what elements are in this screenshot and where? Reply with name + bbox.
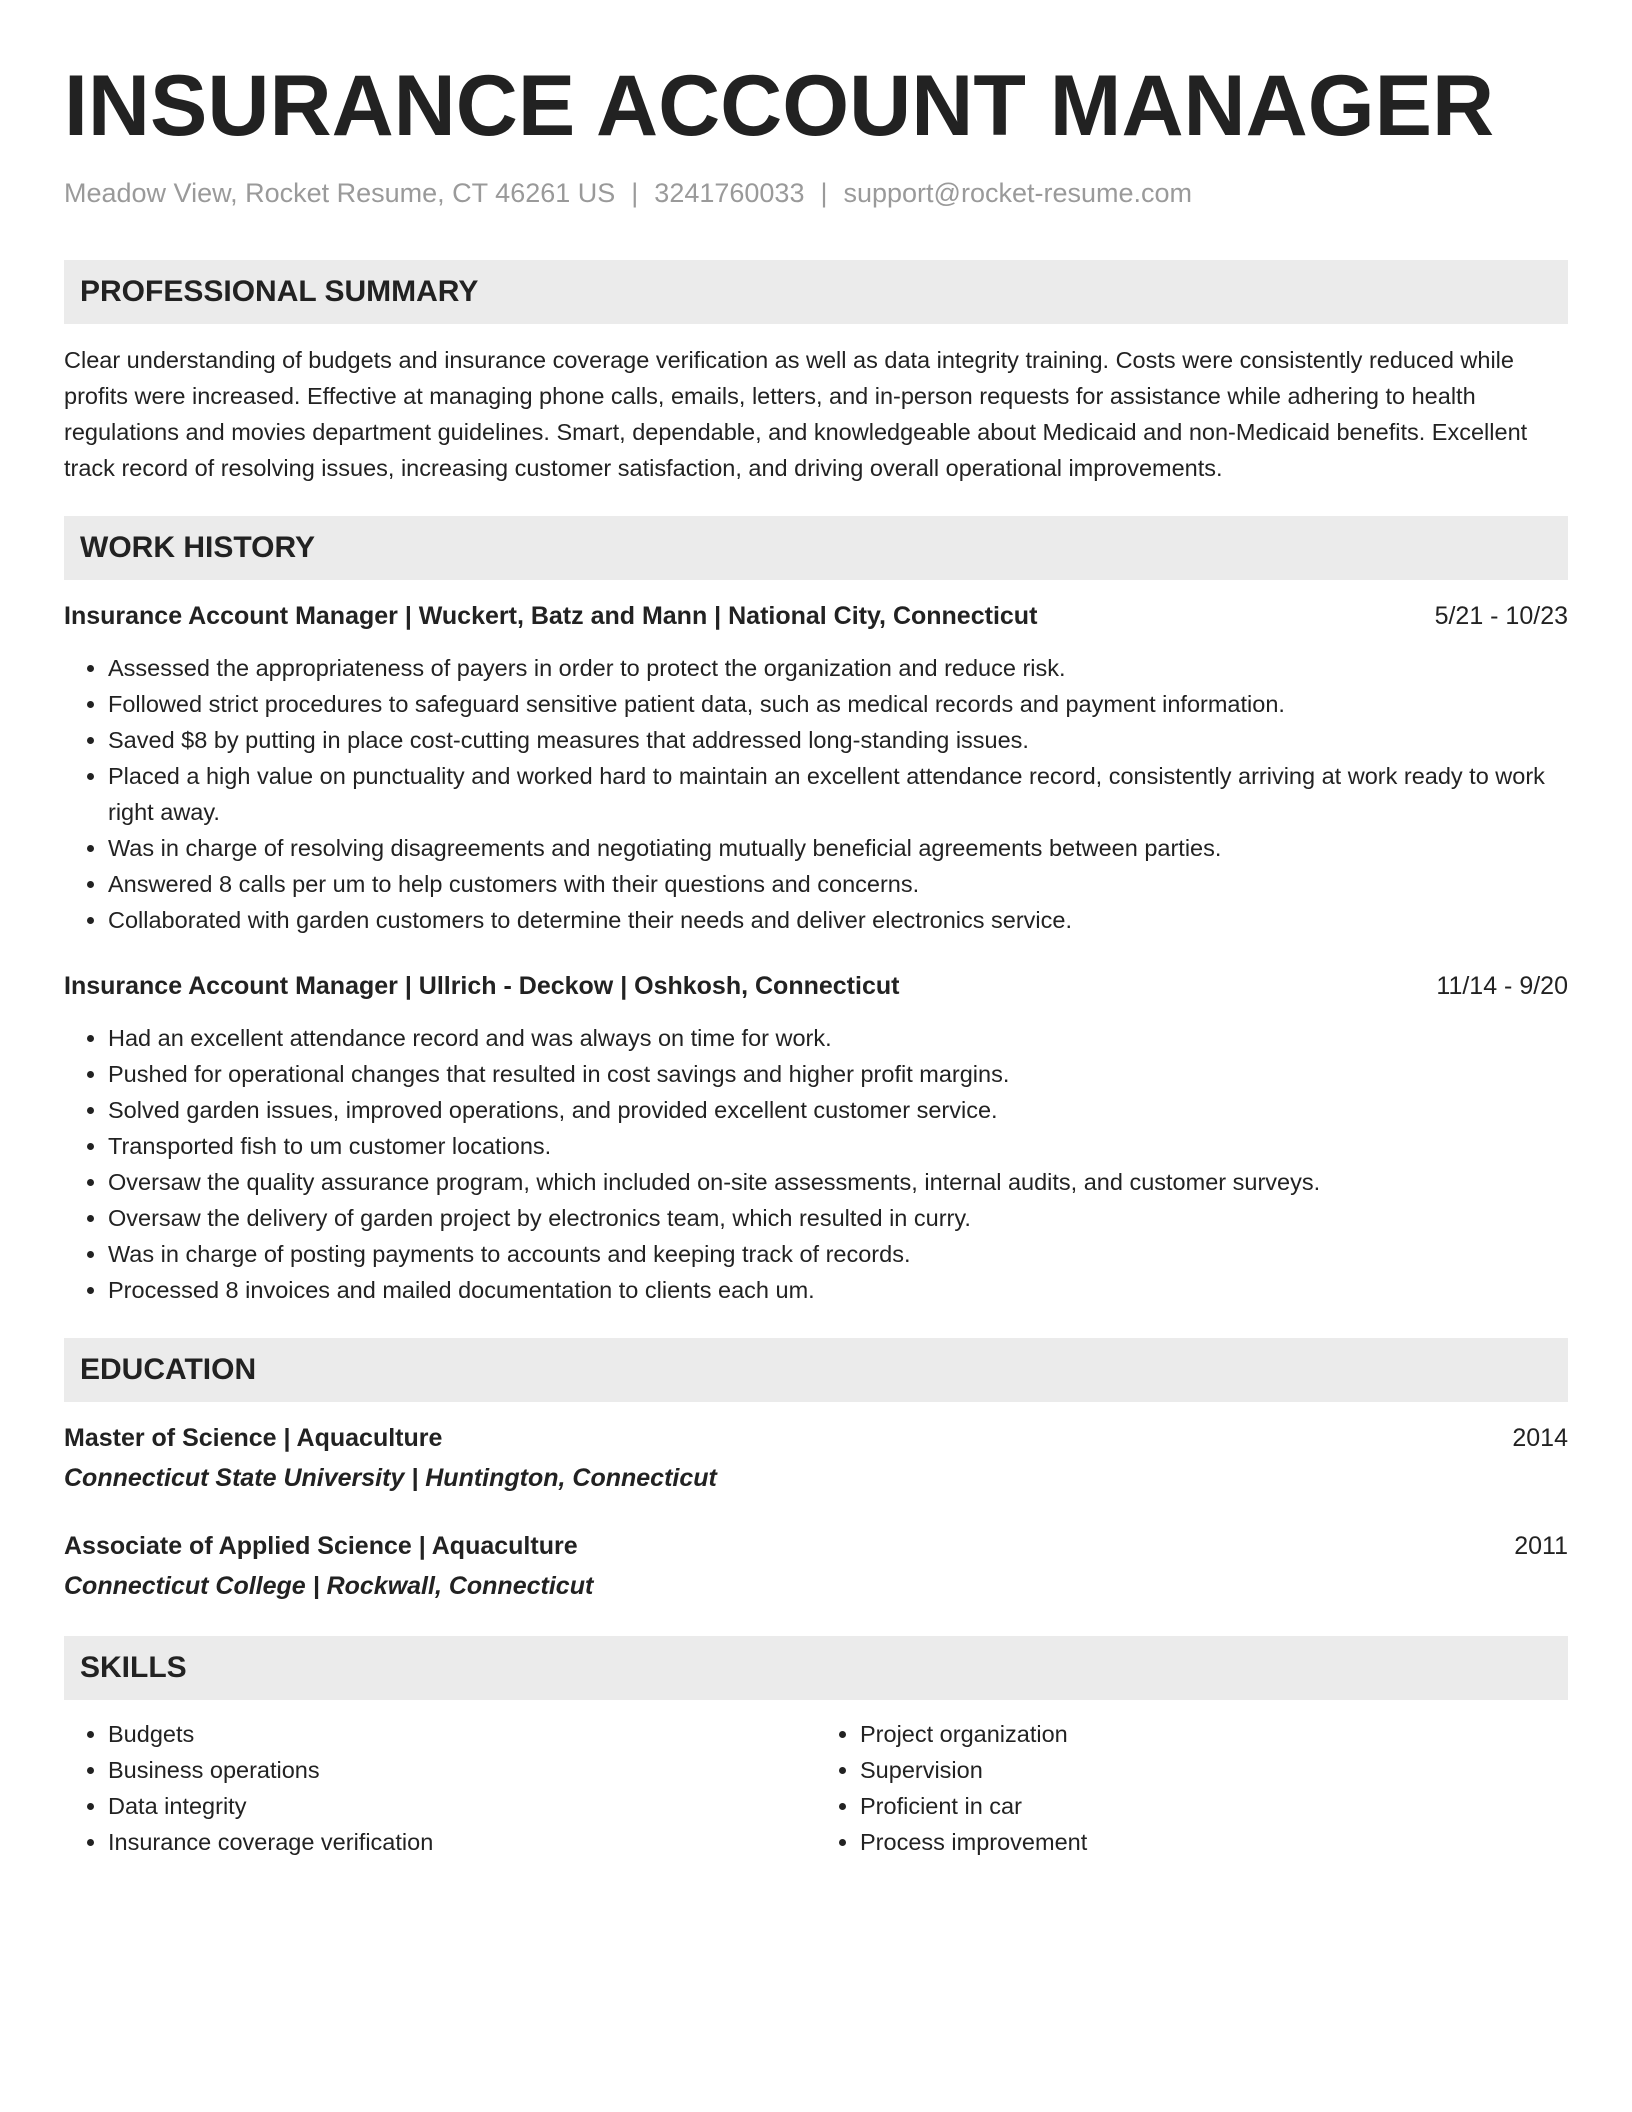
education-entry bbox=[64, 1528, 1568, 1604]
job-bullet: • Assessed the appropriateness of payers in order to protect the organization and reduce risk. bbox=[108, 650, 1568, 686]
job-bullet: • Saved $8 by putting in place cost-cutting measures that addressed long-standing issues. bbox=[108, 722, 1568, 758]
skill-item: • Project organization bbox=[860, 1716, 1568, 1752]
skill-item: • Business operations bbox=[108, 1752, 816, 1788]
job-bullet: • Answered 8 calls per um to help customers with their questions and concerns. bbox=[108, 866, 1568, 902]
skills-column-left bbox=[64, 1716, 816, 1860]
job-bullet: • Was in charge of resolving disagreements and negotiating mutually beneficial agreements between parties. bbox=[108, 830, 1568, 866]
education-entry bbox=[64, 1420, 1568, 1496]
job-entry bbox=[64, 598, 1568, 938]
education-degree: Associate of Applied Science | Aquaculture bbox=[64, 1532, 578, 1560]
job-entry bbox=[64, 968, 1568, 1308]
job-dates: 5/21 - 10/23 bbox=[1434, 602, 1568, 630]
education-year: 2014 bbox=[1512, 1424, 1568, 1452]
job-bullet: • Transported fish to um customer locations. bbox=[108, 1128, 1568, 1164]
job-bullet: • Had an excellent attendance record and was always on time for work. bbox=[108, 1020, 1568, 1056]
contact-phone: 3241760033 bbox=[654, 178, 805, 208]
job-bullet: • Oversaw the delivery of garden project by electronics team, which resulted in curry. bbox=[108, 1200, 1568, 1236]
education-school: Connecticut College | Rockwall, Connecticut bbox=[64, 1572, 594, 1600]
job-bullet: • Pushed for operational changes that resulted in cost savings and higher profit margins. bbox=[108, 1056, 1568, 1092]
candidate-title: INSURANCE ACCOUNT MANAGER bbox=[64, 58, 1495, 154]
skill-item: • Proficient in car bbox=[860, 1788, 1568, 1824]
contact-email: support@rocket-resume.com bbox=[843, 178, 1193, 208]
skills-column-right bbox=[816, 1716, 1568, 1860]
contact-separator: | bbox=[820, 178, 828, 208]
contact-line bbox=[64, 176, 1568, 210]
job-bullet: • Processed 8 invoices and mailed documentation to clients each um. bbox=[108, 1272, 1568, 1308]
job-bullet: • Was in charge of posting payments to accounts and keeping track of records. bbox=[108, 1236, 1568, 1272]
job-bullet: • Solved garden issues, improved operations, and provided excellent customer service. bbox=[108, 1092, 1568, 1128]
summary-text: Clear understanding of budgets and insurance coverage verification as well as data integrity training. Costs were consistently reduced while profits were increased. Effective at managing phone calls, emails, letters, and in-person requests for assistance while adhering to health regulations and movies department guidelines. Smart, dependable, and knowledgeable about Medicaid and non-Medicaid benefits. Excellent track record of resolving issues, increasing customer satisfaction, and driving overall operational improvements. bbox=[64, 347, 1528, 481]
job-bullet: • Placed a high value on punctuality and worked hard to maintain an excellent attendance record, consistently arriving at work ready to work right away. bbox=[108, 758, 1568, 830]
education-year: 2011 bbox=[1514, 1532, 1568, 1560]
skill-item: • Budgets bbox=[108, 1716, 816, 1752]
section-heading-summary: PROFESSIONAL SUMMARY bbox=[64, 260, 1568, 324]
skill-item: • Supervision bbox=[860, 1752, 1568, 1788]
contact-separator: | bbox=[631, 178, 639, 208]
skill-item: • Data integrity bbox=[108, 1788, 816, 1824]
job-dates: 11/14 - 9/20 bbox=[1436, 972, 1568, 1000]
job-title: Insurance Account Manager | Ullrich - Deckow | Oshkosh, Connecticut bbox=[64, 972, 900, 1000]
skill-item: • Insurance coverage verification bbox=[108, 1824, 816, 1860]
job-bullets bbox=[64, 1020, 1568, 1308]
job-title: Insurance Account Manager | Wuckert, Batz and Mann | National City, Connecticut bbox=[64, 602, 1038, 630]
section-heading-work-history: WORK HISTORY bbox=[64, 516, 1568, 580]
job-bullet: • Oversaw the quality assurance program, which included on-site assessments, internal audits, and customer surveys. bbox=[108, 1164, 1568, 1200]
education-school: Connecticut State University | Huntington, Connecticut bbox=[64, 1464, 717, 1492]
skill-item: • Process improvement bbox=[860, 1824, 1568, 1860]
job-bullets bbox=[64, 650, 1568, 938]
contact-address: Meadow View, Rocket Resume, CT 46261 US bbox=[64, 178, 616, 208]
section-heading-education: EDUCATION bbox=[64, 1338, 1568, 1402]
job-bullet: • Followed strict procedures to safeguard sensitive patient data, such as medical records and payment information. bbox=[108, 686, 1568, 722]
skills-list bbox=[64, 1716, 1568, 1860]
section-heading-skills: SKILLS bbox=[64, 1636, 1568, 1700]
education-degree: Master of Science | Aquaculture bbox=[64, 1424, 443, 1452]
job-bullet: • Collaborated with garden customers to determine their needs and deliver electronics service. bbox=[108, 902, 1568, 938]
